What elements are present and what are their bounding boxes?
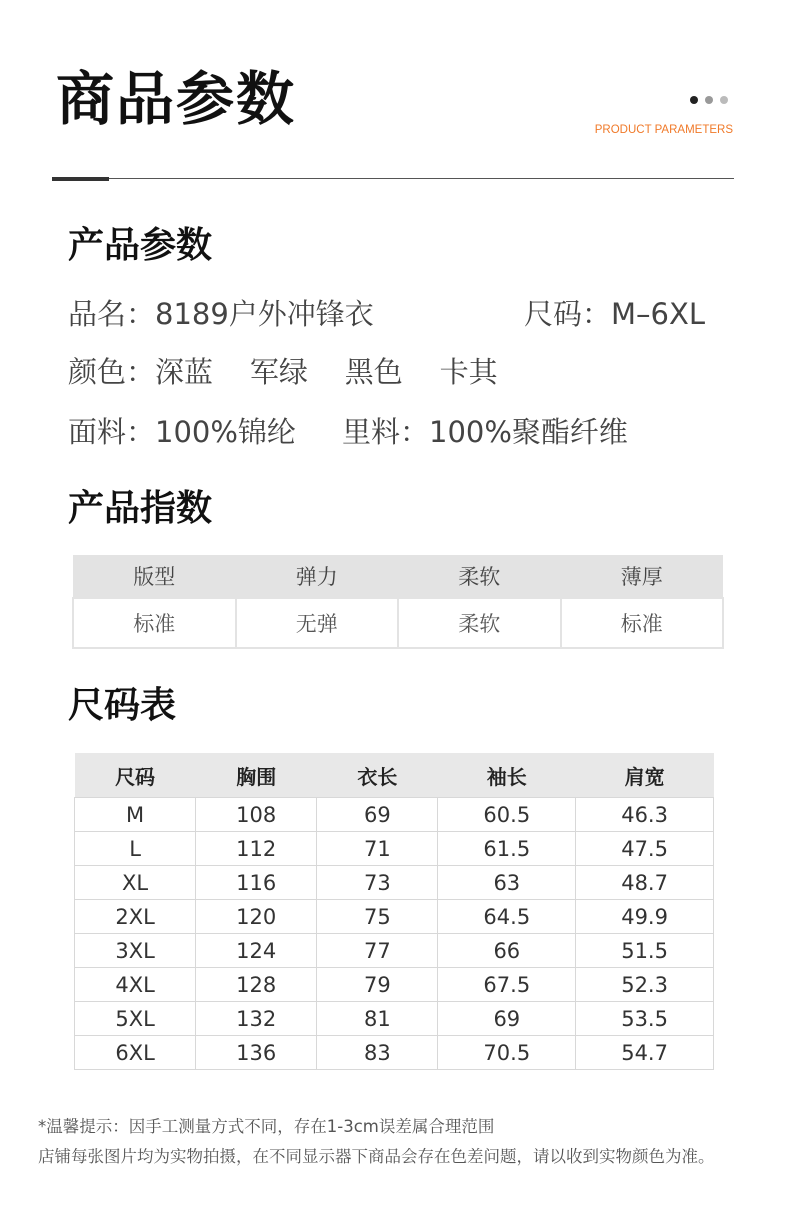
table-cell: 48.7 [576, 866, 714, 900]
table-cell: 2XL [75, 900, 196, 934]
table-header-cell: 弹力 [236, 555, 399, 598]
table-cell: 81 [317, 1002, 438, 1036]
header-divider [52, 178, 734, 179]
table-header-cell: 尺码 [75, 753, 196, 798]
page-subtitle: PRODUCT PARAMETERS [594, 124, 733, 136]
table-row [75, 968, 714, 1002]
table-header-cell: 衣长 [317, 753, 438, 798]
table-cell: 标准 [561, 598, 724, 648]
table-cell: 75 [317, 900, 438, 934]
index-heading: 产品指数 [68, 488, 213, 529]
params-heading: 产品参数 [68, 225, 213, 266]
table-cell: 46.3 [576, 798, 714, 832]
table-row [75, 934, 714, 968]
table-cell: 124 [196, 934, 317, 968]
table-cell: 53.5 [576, 1002, 714, 1036]
table-cell: 79 [317, 968, 438, 1002]
table-cell: 49.9 [576, 900, 714, 934]
table-header-cell: 柔软 [398, 555, 561, 598]
table-cell: 54.7 [576, 1036, 714, 1070]
table-header-cell: 肩宽 [576, 753, 714, 798]
table-header-cell: 袖长 [438, 753, 576, 798]
table-cell: 47.5 [576, 832, 714, 866]
measurement-note: *温馨提示：因手工测量方式不同，存在1-3cm误差属合理范围 [38, 1117, 495, 1136]
size-chart-table [74, 753, 714, 1070]
table-cell: 66 [438, 934, 576, 968]
product-colors: 颜色：深蓝 军绿 黑色 卡其 [68, 355, 498, 389]
table-cell: 52.3 [576, 968, 714, 1002]
table-row [75, 1036, 714, 1070]
table-cell: 无弹 [236, 598, 399, 648]
table-cell: 73 [317, 866, 438, 900]
table-cell: XL [75, 866, 196, 900]
table-header-row [75, 753, 714, 798]
table-cell: 63 [438, 866, 576, 900]
table-cell: 64.5 [438, 900, 576, 934]
table-cell: 3XL [75, 934, 196, 968]
table-header-cell: 胸围 [196, 753, 317, 798]
product-name: 品名：8189户外冲锋衣 [68, 297, 374, 331]
page-title: 商品参数 [56, 65, 297, 133]
fabric: 面料：100%锦纶 [68, 415, 296, 449]
table-cell: 柔软 [398, 598, 561, 648]
table-cell: 69 [317, 798, 438, 832]
table-cell: 60.5 [438, 798, 576, 832]
size-range: 尺码：M–6XL [524, 297, 705, 331]
lining: 里料：100%聚酯纤维 [342, 415, 628, 449]
table-row [75, 832, 714, 866]
table-header-cell: 版型 [73, 555, 236, 598]
dot-icon [705, 96, 713, 104]
table-cell: M [75, 798, 196, 832]
table-cell: 120 [196, 900, 317, 934]
dot-icon [720, 96, 728, 104]
table-cell: 67.5 [438, 968, 576, 1002]
table-cell: 标准 [73, 598, 236, 648]
table-cell: 132 [196, 1002, 317, 1036]
table-header-cell: 薄厚 [561, 555, 724, 598]
table-row [75, 1002, 714, 1036]
table-cell: 61.5 [438, 832, 576, 866]
table-cell: 116 [196, 866, 317, 900]
table-cell: 51.5 [576, 934, 714, 968]
table-cell: 69 [438, 1002, 576, 1036]
table-cell: 128 [196, 968, 317, 1002]
table-cell: 4XL [75, 968, 196, 1002]
table-cell: 83 [317, 1036, 438, 1070]
table-row [73, 598, 723, 648]
pagination-dots [690, 96, 728, 104]
table-header-row [73, 555, 723, 598]
table-cell: 70.5 [438, 1036, 576, 1070]
product-index-table [72, 555, 724, 649]
table-cell: 108 [196, 798, 317, 832]
table-cell: 71 [317, 832, 438, 866]
table-cell: 6XL [75, 1036, 196, 1070]
table-cell: 5XL [75, 1002, 196, 1036]
table-cell: L [75, 832, 196, 866]
color-disclaimer: 店铺每张图片均为实物拍摄，在不同显示器下商品会存在色差问题，请以收到实物颜色为准。 [38, 1147, 715, 1166]
dot-icon [690, 96, 698, 104]
table-row [75, 866, 714, 900]
size-chart-heading: 尺码表 [68, 685, 177, 726]
header-divider-accent [52, 177, 109, 181]
table-row [75, 900, 714, 934]
table-cell: 136 [196, 1036, 317, 1070]
table-cell: 112 [196, 832, 317, 866]
size-chart-body [75, 798, 714, 1070]
table-row [75, 798, 714, 832]
table-cell: 77 [317, 934, 438, 968]
